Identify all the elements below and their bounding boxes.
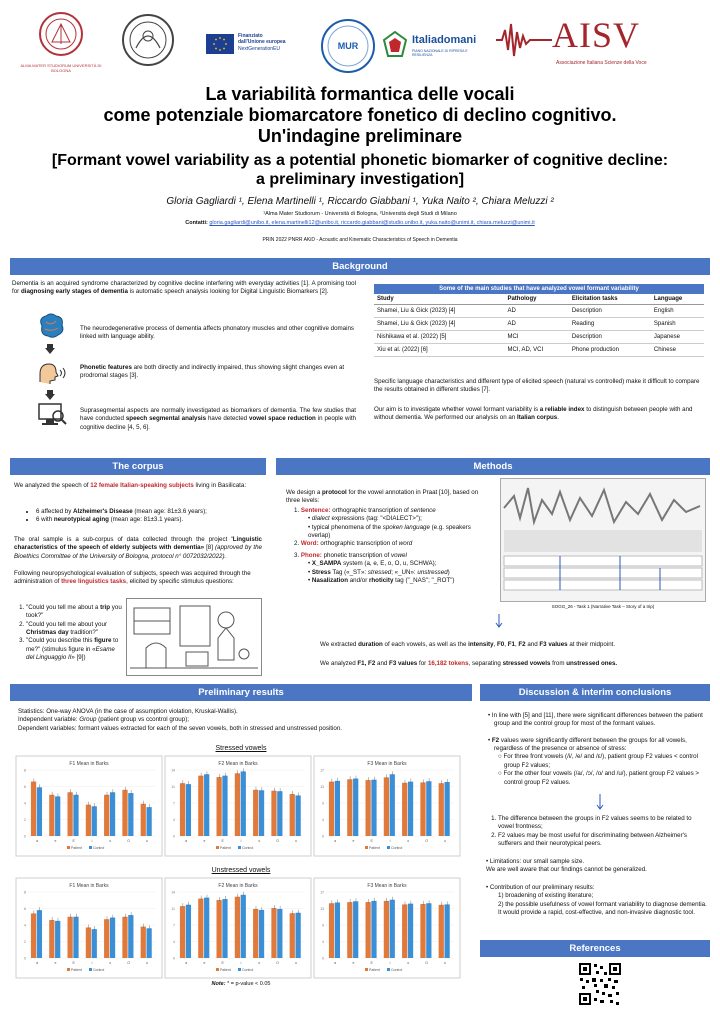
x-tick-label: u: [294, 961, 297, 965]
praat-caption: SOGG_26 - Task 1 (Narrative Task – Story of a trip): [551, 604, 655, 609]
limitations: • Limitations: our small sample size. We are well aware that our findings cannot be generalized.: [486, 858, 647, 874]
y-tick-label: 0: [322, 834, 324, 839]
bar-patient: [290, 913, 295, 958]
list-item: 3. "Could you describe this figure to me?" (stimulus figure in «Esame del Linguaggio II» [9]): [26, 637, 124, 662]
discussion-subpoint-1: ○ For three front vowels (/i/, /e/ and /ε/), patient group F2 values < control group F2 values;: [498, 753, 698, 769]
bar-control: [390, 774, 395, 836]
x-tick-label: O: [127, 839, 130, 843]
bar-patient: [347, 779, 352, 836]
bar-control: [277, 791, 282, 836]
y-tick-label: 0: [24, 834, 26, 839]
bar-control: [444, 904, 449, 958]
legend-label-patient: Patient: [369, 968, 380, 972]
bar-control: [335, 781, 340, 836]
bar-patient: [180, 783, 185, 836]
list-item: 1. "Could you tell me about a trip you took?": [26, 604, 124, 621]
level-phone-sub1: • X_SAMPA system (a, e, E, o, O, u, SCHWA);: [308, 560, 437, 568]
bar-patient: [271, 791, 276, 836]
col-pathology: Pathology: [504, 294, 568, 305]
aisv-logo-text: AISV: [552, 15, 641, 55]
x-tick-label: i: [240, 961, 242, 965]
legend-label-control: Control: [242, 968, 254, 972]
bar-patient: [402, 783, 407, 836]
bar-patient: [439, 905, 444, 958]
y-tick-label: 6: [24, 907, 26, 911]
discussion-body: [486, 712, 708, 787]
studies-table-title: Some of the main studies that have analyzed vowel formant variability: [374, 284, 704, 294]
list-item: 1. The difference between the groups in F2 values seems to be related to vowel frontness;: [498, 815, 706, 832]
x-tick-label: e: [203, 961, 206, 965]
legend-label-control: Control: [391, 846, 403, 850]
x-tick-label: e: [54, 961, 57, 965]
title-english: [Formant vowel variability as a potential phonetic biomarker of cognitive decline: a preliminary investigation]: [51, 152, 669, 188]
y-tick-label: 7: [173, 801, 175, 806]
bar-control: [128, 915, 133, 958]
x-tick-label: a: [334, 839, 337, 843]
results-stats: Statistics: One-way ANOVA (in the case of assumption violation, Kruskal-Wallis). Independent variable: Group (patient group vs ccontrol group); Dependent variables: formant values extracted for each of the seven vowels, both in stressed and unstressed position.: [18, 708, 342, 732]
bar-control: [55, 796, 60, 836]
list-item: 2. F2 values may be most useful for discriminating between Alzheimer's sufferers and their neurotypical peers.: [498, 832, 706, 849]
x-tick-label: E: [72, 961, 75, 965]
aisv-subtitle: Associazione Italiana Scienze della Voce: [556, 60, 647, 66]
discussion-banner: Discussion & interim conclusions: [480, 684, 710, 701]
background-intro: Dementia is an acquired syndrome characterized by cognitive decline interfering with everyday activities [1]. A promising tool for diagnosing early stages of dementia is automatic speech analysis looking for Digital Linguistic Biomarkers [2].: [12, 280, 356, 296]
legend-swatch-control: [89, 968, 92, 971]
x-tick-label: a: [185, 839, 188, 843]
y-tick-label: 0: [173, 956, 175, 961]
level-phone: 3. Phone: phonetic transcription of vowel: [294, 551, 407, 559]
y-tick-label: 6: [24, 785, 26, 789]
bar-control: [335, 902, 340, 958]
chart-title: F1 Mean in Barks: [69, 883, 109, 889]
bar-patient: [365, 902, 370, 958]
y-tick-label: 8: [24, 768, 26, 773]
bar-control: [408, 782, 413, 836]
bar-patient: [104, 919, 109, 958]
authors: Gloria Gagliardi ¹, Elena Martinelli ¹, Riccardo Giabbani ¹, Yuka Naito ², Chiara Meluzzi ²: [166, 196, 554, 207]
bar-control: [222, 776, 227, 836]
x-tick-label: a: [334, 961, 337, 965]
bar-control: [73, 917, 78, 958]
chart-title: F3 Mean in Barks: [367, 883, 407, 889]
col-elicitation: Elicitation tasks: [569, 294, 651, 305]
results-banner: Preliminary results: [10, 684, 472, 701]
x-tick-label: e: [352, 961, 355, 965]
references-banner: References: [480, 940, 710, 957]
bar-control: [92, 806, 97, 836]
x-tick-label: o: [407, 961, 410, 965]
methods-banner: Methods: [276, 458, 710, 475]
bar-patient: [216, 777, 221, 836]
x-tick-label: E: [72, 839, 75, 843]
corpus-p2: The oral sample is a sub-corpus of data collected through the project 'Linguistic characteristics of the speech of elderly subjects with dementia» [8] (approved by the Bioethics Committee of the University of Bologna, protocol n° 0072032/2022).: [14, 536, 262, 560]
corpus-banner: The corpus: [10, 458, 266, 475]
bar-patient: [271, 908, 276, 958]
italiadomani-subtitle: PIANO NAZIONALE DI RIPRESA E RESILIENZA: [412, 49, 468, 58]
y-tick-label: 7: [173, 923, 175, 928]
y-tick-label: 8: [24, 890, 26, 895]
level-sentence: 1. Sentence: orthographic transcription of sentence: [294, 507, 436, 514]
bar-control: [426, 903, 431, 958]
bar-patient: [384, 901, 389, 958]
bar-control: [146, 928, 151, 958]
chart-title: F2 Mean in Barks: [218, 761, 258, 767]
legend-label-patient: Patient: [220, 846, 231, 850]
bar-patient: [104, 795, 109, 836]
bar-patient: [235, 897, 240, 958]
stressed-vowels-label: Stressed vowels: [215, 745, 267, 752]
background-right-p2: Our aim is to investigate whether vowel formant variability is a reliable index to distinguish between people with and without dementia. We performed our analysis on an Italian corpus.: [374, 406, 693, 422]
affiliations: ¹Alma Mater Studiorum - Università di Bologna, ²Università degli Studi di Milano: [263, 211, 457, 217]
bar-control: [37, 910, 42, 958]
legend-swatch-patient: [67, 846, 70, 849]
y-tick-label: 11: [171, 907, 175, 911]
bar-patient: [384, 777, 389, 836]
bar-control: [37, 787, 42, 836]
contribution: • Contribution of our preliminary results: 1) broadening of existing literature; 2) the possible usefulness of vowel formant variability to diagnose dementia. It would provide a rapid, cost-effective, and non-invasive diagnostic tool.: [486, 884, 707, 917]
y-tick-label: 17: [320, 768, 324, 773]
y-tick-label: 4: [24, 923, 26, 928]
bar-patient: [290, 794, 295, 836]
bar-patient: [67, 792, 72, 836]
legend-swatch-control: [89, 846, 92, 849]
legend-swatch-control: [238, 968, 241, 971]
col-study: Study: [374, 294, 504, 305]
bar-control: [408, 904, 413, 958]
y-tick-label: 14: [171, 768, 175, 773]
x-tick-label: i: [240, 839, 242, 843]
chart-title: F1 Mean in Barks: [69, 761, 109, 767]
y-tick-label: 9: [322, 923, 324, 928]
bar-control: [259, 790, 264, 836]
x-tick-label: O: [276, 961, 279, 965]
chart-title: F3 Mean in Barks: [367, 761, 407, 767]
col-language: Language: [651, 294, 704, 305]
bar-control: [92, 929, 97, 958]
y-tick-label: 4: [322, 940, 324, 944]
bar-patient: [253, 790, 258, 836]
bar-patient: [439, 783, 444, 836]
y-tick-label: 4: [24, 801, 26, 806]
methods-p1: We design a protocol for the vowel annotation in Praat [10], based on three levels:: [286, 489, 479, 505]
bar-control: [186, 905, 191, 958]
legend-swatch-patient: [67, 968, 70, 971]
x-tick-label: u: [145, 839, 148, 843]
background-p3: Suprasegmental aspects are normally investigated as biomarkers of dementia. The few studies that have conducted speech segmental analysis have detected vowel space reduction in people with cognitive decline [4, 5, 6].: [80, 407, 357, 431]
table-row: Shamei, Liu & Gick (2023) [4] AD Description English: [374, 305, 704, 318]
bar-control: [371, 780, 376, 836]
bar-patient: [49, 920, 54, 958]
bar-control: [241, 771, 246, 836]
unibo-logo-text: ALMA MATER STUDIORUM UNIVERSITÀ DI BOLOGNA: [20, 63, 102, 73]
x-tick-label: O: [425, 839, 428, 843]
x-tick-label: u: [145, 961, 148, 965]
background-p1: The neurodegenerative process of dementia affects phonatory muscles and other cognitive domains linked with language ability.: [80, 325, 355, 341]
legend-swatch-patient: [365, 968, 368, 971]
x-tick-label: O: [276, 839, 279, 843]
legend-label-control: Control: [242, 846, 254, 850]
discussion-point-2: • F2 values were significantly different between the groups for all vowels, regardless of the presence or absence of stress:: [488, 736, 687, 753]
legend-label-control: Control: [93, 968, 105, 972]
x-tick-label: i: [389, 961, 391, 965]
list-item: • 6 affected by Alzheimer's Disease (mean age: 81±3.6 years);: [36, 508, 262, 516]
bar-control: [259, 910, 264, 958]
bar-control: [55, 921, 60, 958]
y-tick-label: 4: [173, 818, 175, 822]
y-tick-label: 14: [171, 890, 175, 895]
x-tick-label: u: [294, 839, 297, 843]
project-line: PRIN 2022 PNRR AKiD - Acoustic and Kinematic Characteristics of Speech in Dementia: [262, 237, 458, 243]
x-tick-label: E: [221, 839, 224, 843]
table-row: Nishikawa et al. (2022) [5] MCI Description Japanese: [374, 331, 704, 344]
discussion-subpoint-2: ○ For the other four vowels (/a/, /ɔ/, /o/ and /u/), patient group F2 values > control group F2 values.: [498, 770, 699, 786]
bar-control: [390, 900, 395, 958]
x-tick-label: o: [109, 839, 112, 843]
legend-label-patient: Patient: [220, 968, 231, 972]
unstressed-vowels-label: Unstressed vowels: [211, 867, 271, 874]
level-phone-sub2: • Stress Tag («_ST»: stressed; «_UN»: unstressed): [308, 568, 450, 576]
table-row: Xiu et al. (2022) [6] MCI, AD, VCI Phone production Chinese: [374, 344, 704, 357]
x-tick-label: i: [91, 961, 93, 965]
y-tick-label: 0: [322, 956, 324, 961]
bar-patient: [329, 903, 334, 958]
table-row: Shamei, Liu & Gick (2023) [4] AD Reading Spanish: [374, 318, 704, 331]
legend-swatch-patient: [216, 846, 219, 849]
bar-patient: [31, 782, 36, 836]
bar-patient: [420, 782, 425, 836]
legend-label-patient: Patient: [71, 846, 82, 850]
corpus-p1: We analyzed the speech of 12 female Italian-speaking subjects living in Basilicata:: [14, 482, 247, 489]
y-tick-label: 11: [171, 785, 175, 789]
bar-patient: [180, 906, 185, 958]
level-phone-sub3: • Nasalization and/or rhoticity tag ("_NAS"; "_ROT"): [308, 576, 455, 584]
bar-patient: [216, 900, 221, 958]
bar-patient: [365, 780, 370, 836]
legend-swatch-patient: [216, 968, 219, 971]
x-tick-label: e: [352, 839, 355, 843]
bar-patient: [235, 773, 240, 836]
bar-control: [222, 899, 227, 958]
y-tick-label: 4: [173, 940, 175, 944]
bar-control: [204, 774, 209, 836]
x-tick-label: a: [36, 961, 39, 965]
bar-patient: [329, 782, 334, 836]
bar-control: [444, 782, 449, 836]
bar-patient: [49, 795, 54, 836]
y-tick-label: 0: [173, 834, 175, 839]
x-tick-label: u: [443, 839, 446, 843]
x-tick-label: E: [370, 961, 373, 965]
list-item: • 6 with neurotypical aging (mean age: 81±3.1 years).: [36, 516, 262, 524]
bar-patient: [253, 909, 258, 958]
legend-swatch-control: [387, 968, 390, 971]
results-note: Note: * = p-value < 0.05: [211, 981, 271, 987]
x-tick-label: a: [36, 839, 39, 843]
bar-control: [277, 909, 282, 958]
legend-label-patient: Patient: [71, 968, 82, 972]
bar-control: [186, 784, 191, 836]
title-italian: La variabilità formantica delle vocali come potenziale biomarcatore fonetico di declino cognitivo. Un'indagine preliminare: [103, 84, 617, 146]
x-tick-label: u: [443, 961, 446, 965]
x-tick-label: E: [221, 961, 224, 965]
y-tick-label: 13: [320, 907, 324, 911]
x-tick-label: o: [109, 961, 112, 965]
legend-swatch-control: [238, 846, 241, 849]
mur-logo-text: MUR: [337, 41, 359, 51]
y-tick-label: 0: [24, 956, 26, 961]
bar-control: [295, 795, 300, 836]
methods-p2: We extracted duration of each vowels, as well as the intensity, F0, F1, F2 and F3 values at their midpoint.: [320, 641, 616, 648]
bar-control: [204, 898, 209, 958]
bar-control: [110, 792, 115, 836]
bar-patient: [86, 805, 91, 836]
x-tick-label: e: [203, 839, 206, 843]
corpus-p3: Following neuropsychological evaluation of subjects, speech was acquired through the administration of three linguistics tasks, elicited by specific stimulus questions:: [14, 570, 251, 586]
y-tick-label: 4: [322, 818, 324, 822]
bar-patient: [420, 904, 425, 958]
level-word: 2. Word: orthographic transcription of word: [294, 540, 413, 548]
legend-label-control: Control: [391, 968, 403, 972]
contacts-emails[interactable]: gloria.gagliardi@unibo.it, elena.martinelli12@unibo.it, riccardo.giabbani@studio.unibo.it, yuka.naito@unimi.it, chiara.meluzzi@unimi.it: [209, 220, 535, 226]
level-sentence-sub2: • typical phenomena of the spoken language (e.g. speakers overlap): [308, 523, 471, 540]
bar-patient: [67, 917, 72, 958]
x-tick-label: o: [258, 961, 261, 965]
y-tick-label: 17: [320, 890, 324, 895]
legend-swatch-patient: [365, 846, 368, 849]
list-item: 2. "Could you tell me about your Christmas day tradition?": [26, 621, 124, 638]
bar-control: [295, 913, 300, 958]
x-tick-label: i: [389, 839, 391, 843]
contacts: Contatti: gloria.gagliardi@unibo.it, elena.martinelli12@unibo.it, riccardo.giabbani@studio.unibo.it, yuka.naito@unimi.it, chiara.meluzzi@unimi.it: [185, 220, 535, 226]
discussion-point-1: • In line with [5] and [11], there were significant differences between the patient group and the control group for most of the formant values.: [488, 712, 703, 728]
eu-logo-text: Finanziato dall'Unione europea NextGenerationEU: [238, 33, 286, 52]
y-tick-label: 9: [322, 801, 324, 806]
x-tick-label: O: [127, 961, 130, 965]
background-banner: Background: [10, 258, 710, 275]
bar-patient: [122, 790, 127, 836]
bar-patient: [198, 899, 203, 958]
y-tick-label: 2: [24, 940, 26, 944]
bar-patient: [347, 902, 352, 958]
x-tick-label: o: [407, 839, 410, 843]
bar-control: [128, 793, 133, 836]
bar-patient: [402, 904, 407, 958]
x-tick-label: i: [91, 839, 93, 843]
bar-control: [73, 795, 78, 836]
arrow-down-icon-4: [596, 794, 604, 810]
bar-control: [241, 895, 246, 958]
y-tick-label: 2: [24, 818, 26, 822]
qr-code-icon[interactable]: [578, 962, 622, 1006]
bar-control: [146, 807, 151, 836]
x-tick-label: a: [185, 961, 188, 965]
conclusions-list: [486, 815, 706, 848]
bar-patient: [141, 804, 146, 836]
x-tick-label: O: [425, 961, 428, 965]
legend-label-control: Control: [93, 846, 105, 850]
italiadomani-logo-text: Italiadomani: [412, 34, 477, 46]
legend-swatch-control: [387, 846, 390, 849]
level-sentence-sub1: • dialect expressions (tag: "<DIALECT>");: [308, 515, 422, 523]
bar-patient: [198, 776, 203, 836]
bar-patient: [141, 927, 146, 958]
y-tick-label: 13: [320, 785, 324, 789]
bar-control: [353, 779, 358, 836]
chart-title: F2 Mean in Barks: [218, 883, 258, 889]
x-tick-label: E: [370, 839, 373, 843]
background-right-p1: Specific language characteristics and different type of elicited speech (natural vs controlled) make it difficult to compare the results obtained in different studies [7].: [374, 378, 700, 394]
bar-control: [353, 901, 358, 958]
bar-patient: [31, 913, 36, 958]
x-tick-label: e: [54, 839, 57, 843]
bar-control: [110, 918, 115, 958]
legend-label-patient: Patient: [369, 846, 380, 850]
bar-patient: [122, 917, 127, 958]
methods-p3: We analyzed F1, F2 and F3 values for 16,182 tokens, separating stressed vowels from unstressed ones.: [320, 660, 618, 667]
bar-patient: [86, 927, 91, 958]
bar-control: [371, 901, 376, 958]
background-p2: Phonetic features are both directly and indirectly impaired, thus showing slight changes even at prodromal stages [3].: [80, 364, 345, 380]
x-tick-label: o: [258, 839, 261, 843]
bar-control: [426, 781, 431, 836]
